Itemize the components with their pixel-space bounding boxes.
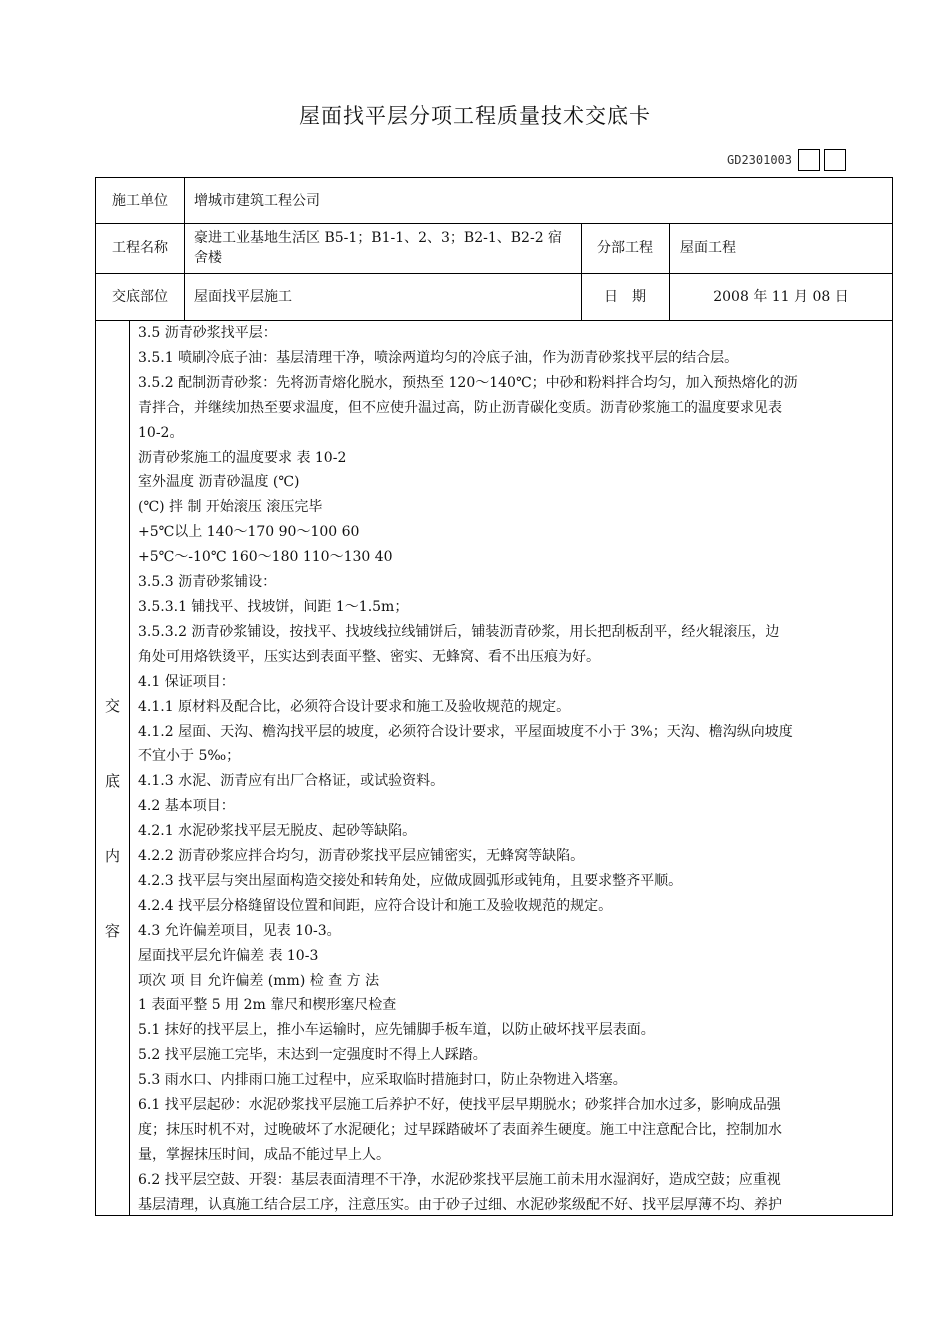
side-char: 交: [104, 697, 120, 715]
date-value: 2008 年 11 月 08 日: [713, 288, 849, 305]
disclosure-table: [95, 177, 893, 1216]
part-label: 交底部位: [112, 288, 168, 305]
code-box-2: [824, 149, 846, 171]
content-line: 3.5.1 喷刷冷底子油：基层清理干净，喷涂两道均匀的冷底子油，作为沥青砂浆找平层的结合层。: [138, 349, 739, 366]
content-line: 6.1 找平层起砂：水泥砂浆找平层施工后养护不好，使找平层早期脱水；砂浆拌合加水过多，影响成品强: [138, 1097, 781, 1114]
project-label: 工程名称: [112, 240, 168, 256]
page-title: 屋面找平层分项工程质量技术交底卡: [299, 104, 651, 128]
content-line: 4.1.1 原材料及配合比，必须符合设计要求和施工及验收规范的规定。: [138, 698, 571, 715]
project-value: 豪进工业基地生活区 B5-1；B1-1、2、3；B2-1、B2-2 宿舍楼: [194, 230, 563, 266]
doc-code-group: [727, 148, 846, 172]
content-line: 1 表面平整 5 用 2m 靠尺和楔形塞尺检查: [138, 997, 397, 1014]
content-line: 项次 项 目 允许偏差 (mm) 检 查 方 法: [138, 972, 380, 989]
content-line: 4.2.2 沥青砂浆应拌合均匀，沥青砂浆找平层应铺密实，无蜂窝等缺陷。: [138, 848, 585, 865]
content-line: 3.5.3 沥青砂浆铺设：: [138, 574, 277, 591]
content-line: 不宜小于 5‰；: [138, 748, 241, 765]
content-line: 4.3 允许偏差项目，见表 10-3。: [138, 922, 341, 939]
content-line: (℃) 拌 制 开始滚压 滚压完毕: [138, 499, 323, 516]
content-line: 5.1 抹好的找平层上，推小车运输时，应先铺脚手板车道，以防止破坏找平层表面。: [138, 1022, 655, 1039]
content-line: 4.2.3 找平层与突出屋面构造交接处和转角处，应做成圆弧形或钝角，且要求整齐平顺。: [138, 872, 683, 889]
doc-code: GD2301003: [727, 153, 793, 167]
content-line: 4.1 保证项目：: [138, 673, 235, 690]
content-line: 基层清理，认真施工结合层工序，注意压实。由于砂子过细、水泥砂浆级配不好、找平层厚薄不均、养护: [138, 1196, 782, 1213]
content-line: +5℃～-10℃ 160～180 110～130 40: [138, 549, 393, 566]
content-line: 4.2.4 找平层分格缝留设位置和间距，应符合设计和施工及验收规范的规定。: [138, 897, 613, 914]
content-line: +5℃以上 140～170 90～100 60: [138, 524, 360, 541]
content-line: 5.2 找平层施工完毕，末达到一定强度时不得上人踩踏。: [138, 1047, 487, 1064]
content-line: 4.2.1 水泥砂浆找平层无脱皮、起砂等缺陷。: [138, 823, 417, 840]
content-line: 4.1.3 水泥、沥青应有出厂合格证，或试验资料。: [138, 773, 445, 790]
content-line: 3.5 沥青砂浆找平层：: [138, 325, 277, 341]
content-line: 6.2 找平层空鼓、开裂：基层表面清理不干净，水泥砂浆找平层施工前未用水湿润好，造成空鼓；应重视: [138, 1171, 781, 1188]
content-line: 3.5.3.1 铺找平、找坡饼，间距 1～1.5m；: [138, 598, 409, 615]
content-line: 屋面找平层允许偏差 表 10-3: [138, 947, 319, 964]
content-line: 5.3 雨水口、内排雨口施工过程中，应采取临时措施封口，防止杂物进入塔塞。: [138, 1072, 627, 1089]
content-line: 量，掌握抹压时间，成品不能过早上人。: [138, 1146, 390, 1163]
side-char: 内: [104, 847, 120, 865]
part-value: 屋面找平层施工: [194, 288, 292, 305]
content-line: 青拌合，并继续加热至要求温度，但不应使升温过高，防止沥青碳化变质。沥青砂浆施工的温度要求见表: [138, 399, 782, 416]
code-box-1: [798, 149, 820, 171]
content-line: 4.1.2 屋面、天沟、檐沟找平层的坡度，必须符合设计要求，平屋面坡度不小于 3%；天沟、檐沟纵向坡度: [138, 723, 793, 740]
unit-label: 施工单位: [112, 192, 168, 209]
division-value: 屋面工程: [680, 240, 736, 256]
content-line: 度；抹压时机不对，过晚破坏了水泥硬化；过早踩踏破坏了表面养生硬度。施工中注意配合比，控制加水: [138, 1122, 782, 1138]
content-line: 3.5.3.2 沥青砂浆铺设，按找平、找坡线拉线铺饼后，铺装沥青砂浆，用长把刮板刮平，经火辊滚压，边: [138, 623, 780, 640]
disclosure-content-label: [96, 321, 129, 1216]
content-line: 10-2。: [138, 424, 184, 441]
side-char: 容: [104, 922, 120, 940]
division-label: 分部工程: [597, 240, 653, 256]
content-line: 角处可用烙铁烫平，压实达到表面平整、密实、无蜂窝、看不出压痕为好。: [138, 648, 600, 665]
disclosure-content: [138, 321, 886, 1216]
content-line: 室外温度 沥青砂温度 (℃): [138, 474, 300, 491]
side-char: 底: [104, 772, 120, 790]
content-line: 4.2 基本项目：: [138, 798, 235, 815]
date-label: 日 期: [604, 288, 646, 305]
unit-value: 增城市建筑工程公司: [194, 192, 320, 209]
content-line: 沥青砂浆施工的温度要求 表 10-2: [138, 449, 347, 466]
content-line: 3.5.2 配制沥青砂浆：先将沥青熔化脱水，预热至 120～140℃；中砂和粉料拌合均匀，加入预热熔化的沥: [138, 374, 798, 391]
